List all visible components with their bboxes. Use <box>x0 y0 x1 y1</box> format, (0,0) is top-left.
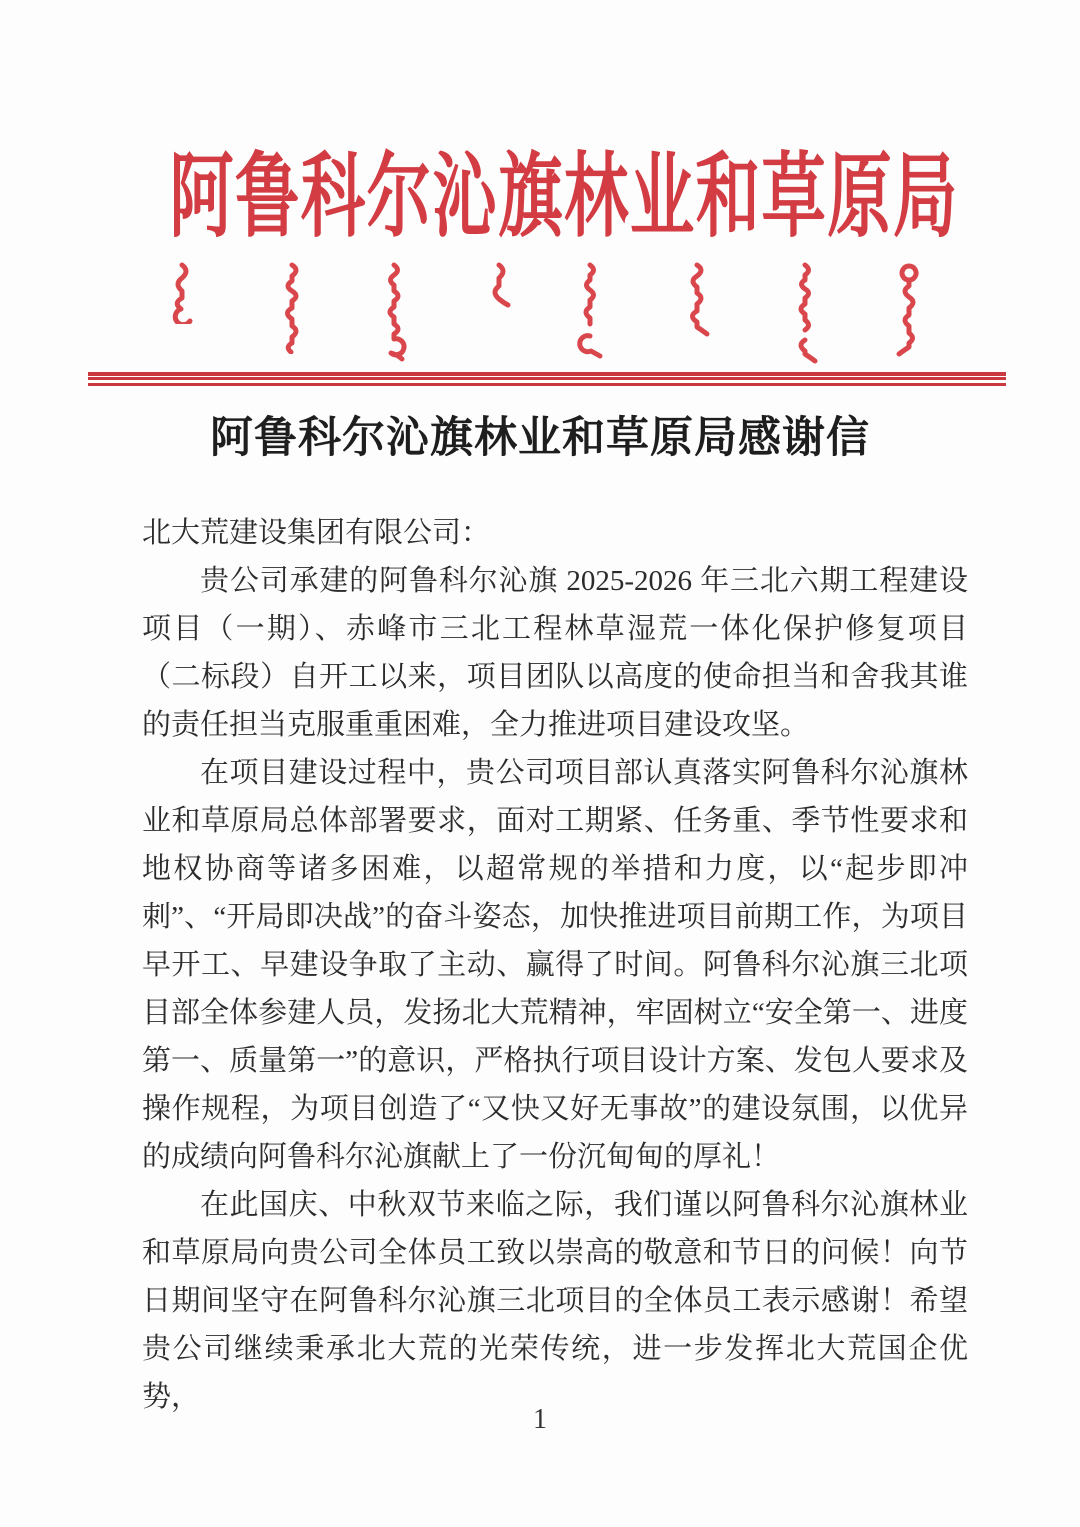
letterhead-divider-rule <box>88 372 1006 386</box>
body-paragraph: 在项目建设过程中，贵公司项目部认真落实阿鲁科尔沁旗林业和草原局总体部署要求，面对工期紧、任务重、季节性要求和地权协商等诸多困难，以超常规的举措和力度，以“起步即冲刺”、“开局即决战”的奋斗姿态，加快推进项目前期工作，为项目早开工、早建设争取了主动、赢得了时间。阿鲁科尔沁旗三北项目部全体参建人员，发扬北大荒精神，牢固树立“安全第一、进度第一、质量第一”的意识，严格执行项目设计方案、发包人要求及操作规程，为项目创造了“又快又好无事故”的建设氛围，以优异的成绩向阿鲁科尔沁旗献上了一份沉甸甸的厚礼！ <box>142 757 968 1173</box>
body-paragraph: 贵公司承建的阿鲁科尔沁旗 2025-2026 年三北六期工程建设项目（一期）、赤峰市三北工程林草湿荒一体化保护修复项目（二标段）自开工以来，项目团队以高度的使命担当和舍我其谁的责任担当克服重重困难，全力推进项目建设攻坚。 <box>142 565 968 741</box>
page-number: 1 <box>533 1404 547 1435</box>
mongolian-script-column <box>680 262 714 346</box>
letterhead-org-name: 阿鲁科尔沁旗林业和草原局 <box>169 146 959 248</box>
letter-body <box>142 509 968 1421</box>
mongolian-script-row <box>0 262 1080 374</box>
body-paragraph: 在此国庆、中秋双节来临之际，我们谨以阿鲁科尔沁旗林业和草原局向贵公司全体员工致以崇高的敬意和节日的问候！向节日期间坚守在阿鲁科尔沁旗三北项目的全体员工表示感谢！希望贵公司继续秉承北大荒的光荣传统，进一步发挥北大荒国企优势， <box>142 1189 968 1413</box>
mongolian-script-column <box>377 262 411 364</box>
mongolian-script-column <box>165 262 199 324</box>
mongolian-script-column <box>788 262 822 364</box>
mongolian-script-column <box>573 262 607 360</box>
letterhead <box>0 146 1080 249</box>
mongolian-script-column <box>275 262 309 354</box>
salutation: 北大荒建设集团有限公司： <box>142 517 491 549</box>
document-title: 阿鲁科尔沁旗林业和草原局感谢信 <box>210 415 870 462</box>
mongolian-script-column <box>482 262 516 312</box>
mongolian-script-column <box>892 262 926 360</box>
